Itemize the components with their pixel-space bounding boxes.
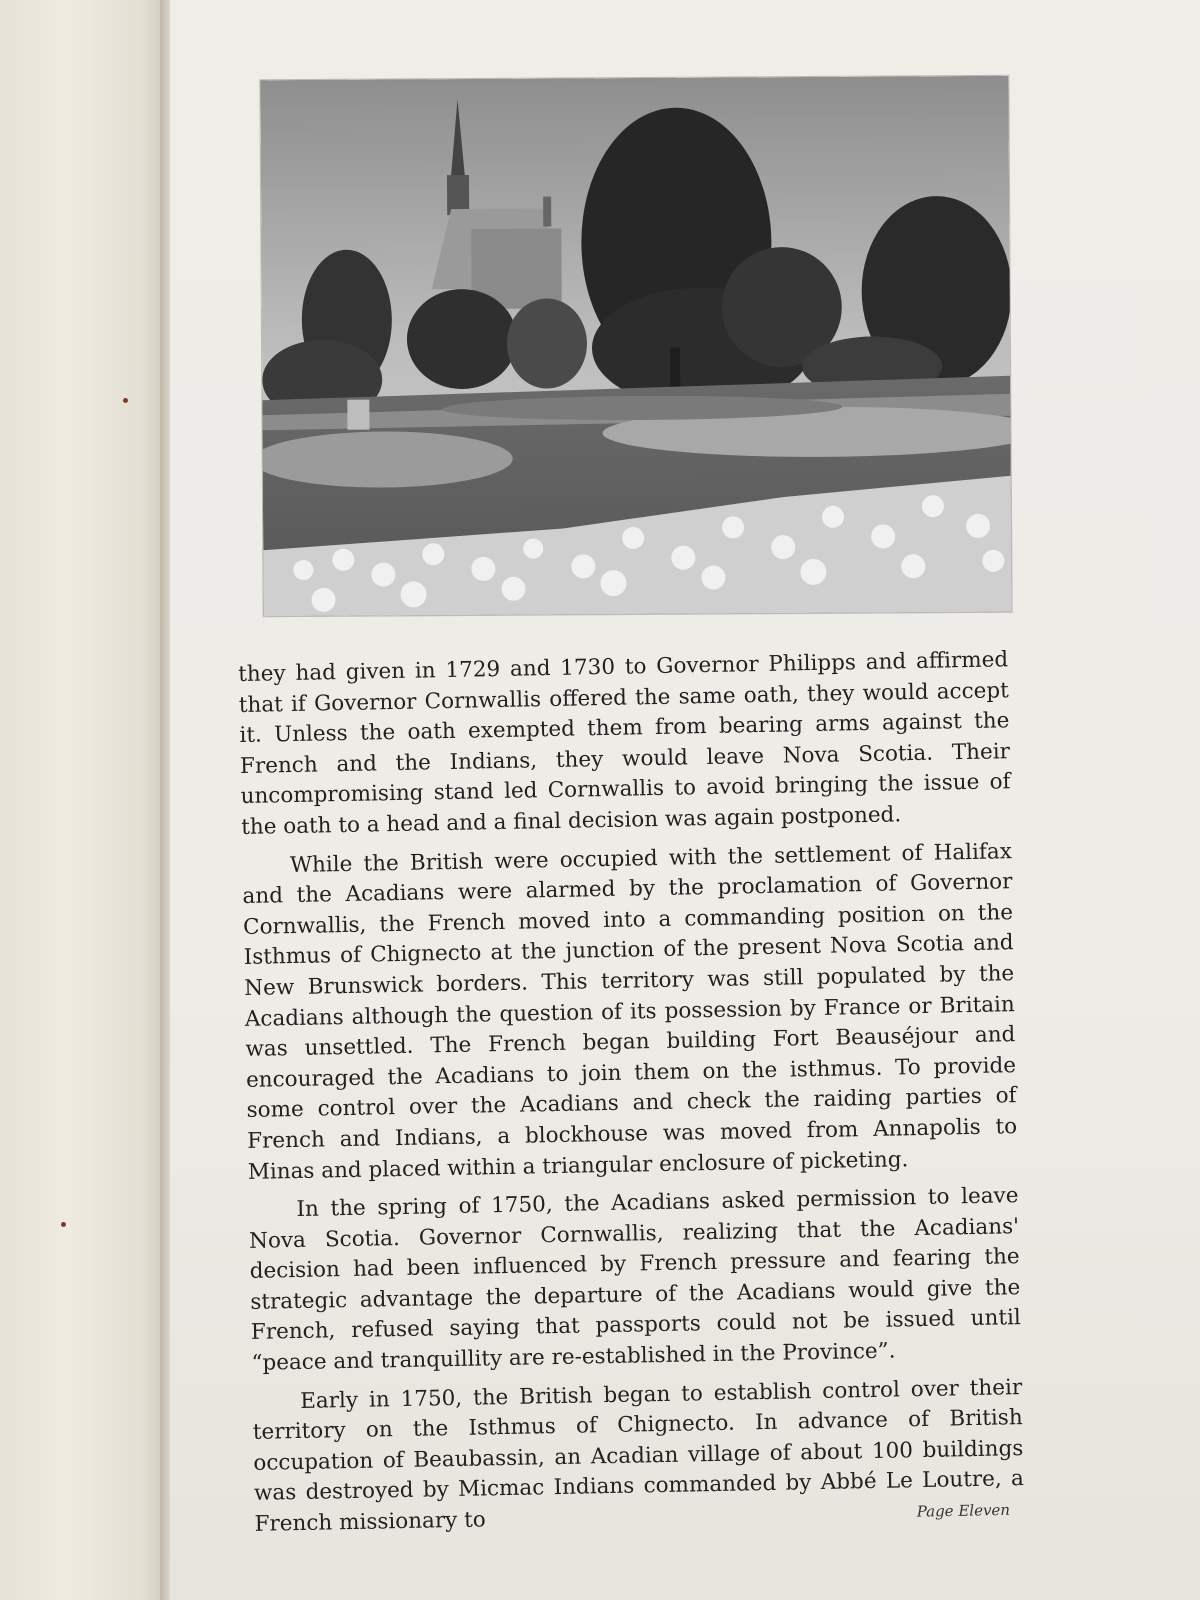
body-text: [238, 645, 1025, 1548]
paragraph: Early in 1750, the British began to establish control over their territory on the Isthmus of Chignecto. In advance of British occupation of Beaubassin, an Acadian village of about 100 buildings was destroyed by Micmac Indians commanded by Abbé Le Loutre, a French missionary to: [252, 1374, 1025, 1537]
page-number: Page Eleven: [916, 1500, 1011, 1521]
left-page-edge: [0, 0, 168, 1600]
church-garden-photo: [260, 76, 1011, 617]
photo-illustration: [260, 76, 1011, 617]
paragraph: In the spring of 1750, the Acadians asked permission to leave Nova Scotia. Governor Cornwallis, realizing that the Acadians' decision had been influenced by French pressure and fearing the strategic advantage the departure of the Acadians would give the French, refused saying that passports could not be issued until “peace and tranquillity are re-established in the Province”.: [248, 1183, 1022, 1376]
binding-stitch: [123, 398, 128, 403]
paragraph: they had given in 1729 and 1730 to Governor Philipps and affirmed that if Governor Cornwallis offered the same oath, they would accept it. Unless the oath exempted them from bearing arms against the French and the Indians, they would leave Nova Scotia. Their uncompromising stand led Cornwallis to avoid bringing the issue of the oath to a head and a final decision was again postponed.: [238, 647, 1011, 840]
binding-stitch: [61, 1222, 66, 1227]
paragraph: While the British were occupied with the settlement of Halifax and the Acadians were alarmed by the proclamation of Governor Cornwallis, the French moved into a commanding position on the Isthmus of Chignecto at the junction of the present Nova Scotia and New Brunswick borders. This territory was still populated by the Acadians although the question of its possession by France or Britain was unsettled. The French began building Fort Beauséjour and encouraged the Acadians to join them on the isthmus. To provide some control over the Acadians and check the raiding parties of French and Indians, a blockhouse was moved from Annapolis to Minas and placed within a triangular enclosure of picketing.: [242, 838, 1018, 1185]
